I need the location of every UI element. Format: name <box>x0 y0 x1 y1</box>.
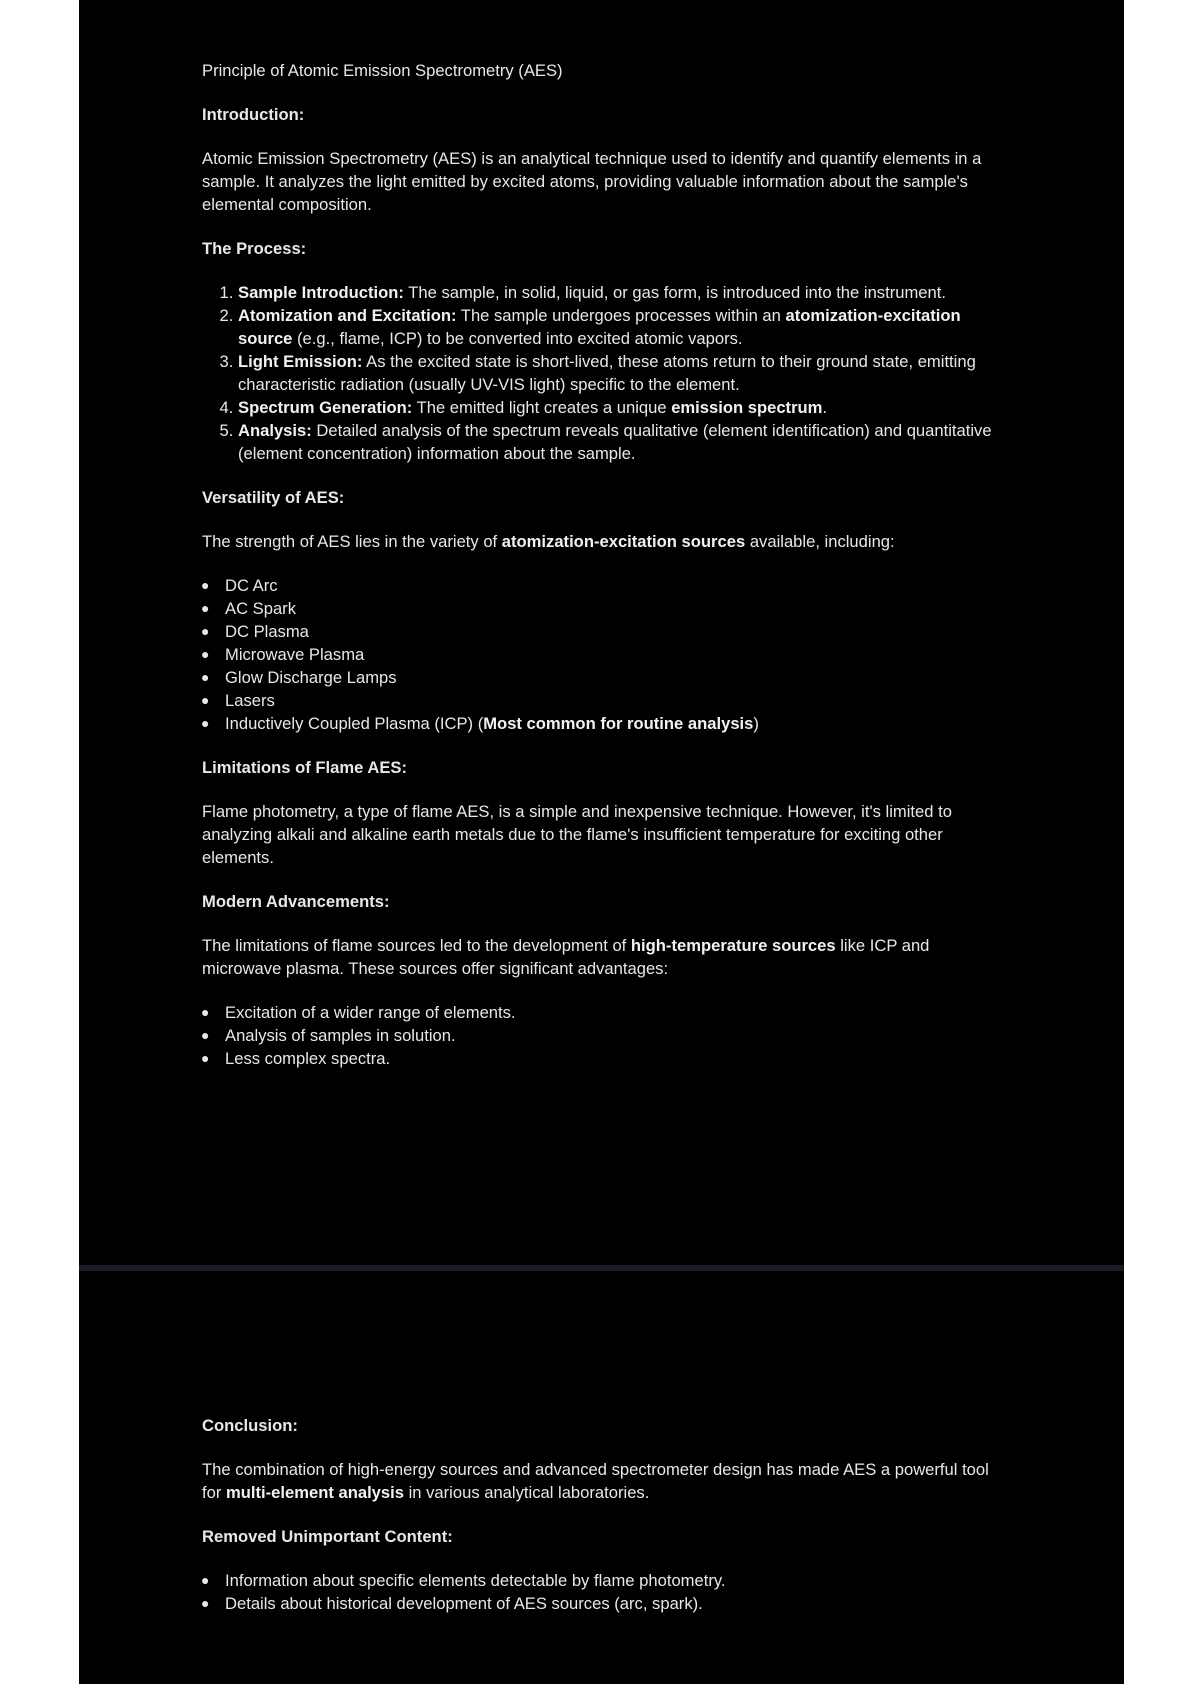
step-text: The emitted light creates a unique <box>412 398 672 417</box>
versatility-text: The strength of AES lies in the variety of <box>202 532 502 551</box>
step-text: As the excited state is short-lived, these atoms return to their ground state, emitting characteristic radiation (usually UV-VIS light) specific to the element. <box>238 352 976 394</box>
list-item <box>201 1592 1002 1615</box>
list-item <box>201 1569 1002 1592</box>
sources-list <box>202 574 1002 735</box>
process-step <box>238 281 1002 304</box>
list-item-text: ) <box>753 714 759 733</box>
removed-list <box>202 1569 1002 1615</box>
versatility-heading: Versatility of AES: <box>202 488 345 507</box>
bullet-icon: ● <box>201 646 210 662</box>
list-item-text: DC Plasma <box>225 622 309 641</box>
step-text: The sample undergoes processes within an <box>456 306 786 325</box>
step-text: . <box>822 398 828 417</box>
list-item-text: Details about historical development of AES sources (arc, spark). <box>225 1594 703 1613</box>
conclusion-heading: Conclusion: <box>202 1416 298 1435</box>
bullet-icon: ● <box>201 715 210 731</box>
list-item <box>201 1001 1002 1024</box>
bullet-icon: ● <box>201 1004 210 1020</box>
list-item-text: Excitation of a wider range of elements. <box>225 1003 516 1022</box>
limitations-heading: Limitations of Flame AES: <box>202 758 407 777</box>
list-item <box>201 574 1002 597</box>
conclusion-text: The combination of high-energy sources and advanced spectrometer design has made AES a powerful tool for <box>202 1460 989 1502</box>
list-item-text: Analysis of samples in solution. <box>225 1026 456 1045</box>
modern-text: The limitations of flame sources led to the development of <box>202 936 631 955</box>
bullet-icon: ● <box>201 600 210 616</box>
list-item <box>201 597 1002 620</box>
list-item-text: Microwave Plasma <box>225 645 365 664</box>
step-emphasis: atomization-excitation source <box>238 306 961 348</box>
page-1-content <box>202 59 1002 1091</box>
step-label: Light Emission: <box>238 352 363 371</box>
document-viewer <box>79 0 1124 1684</box>
conclusion-emphasis: multi-element analysis <box>225 1483 404 1502</box>
bullet-icon: ● <box>201 577 210 593</box>
step-text: (e.g., flame, ICP) to be converted into excited atomic vapors. <box>292 329 743 348</box>
step-label: Spectrum Generation: <box>238 398 413 417</box>
step-label: Atomization and Excitation: <box>238 306 457 325</box>
process-step <box>238 396 1002 419</box>
bullet-icon: ● <box>201 692 210 708</box>
versatility-emphasis: atomization-excitation sources <box>501 532 746 551</box>
bullet-icon: ● <box>201 1027 210 1043</box>
list-item-emphasis: Most common for routine analysis <box>483 714 754 733</box>
step-label: Sample Introduction: <box>238 283 404 302</box>
versatility-paragraph <box>202 530 1002 553</box>
step-text: The sample, in solid, liquid, or gas form, is introduced into the instrument. <box>403 283 946 302</box>
conclusion-paragraph <box>202 1458 1002 1504</box>
conclusion-text: in various analytical laboratories. <box>403 1483 650 1502</box>
intro-paragraph: Atomic Emission Spectrometry (AES) is an analytical technique used to identify and quantify elements in a sample. It analyzes the light emitted by excited atoms, providing valuable information about the sample's elemental composition. <box>202 149 982 214</box>
list-item <box>201 1047 1002 1070</box>
list-item-text: Inductively Coupled Plasma (ICP) ( <box>225 714 484 733</box>
list-item-text: Less complex spectra. <box>225 1049 391 1068</box>
bullet-icon: ● <box>201 1572 210 1588</box>
list-item <box>201 620 1002 643</box>
list-item <box>201 1024 1002 1047</box>
process-step <box>238 304 1002 350</box>
process-step <box>238 419 1002 465</box>
list-item <box>201 643 1002 666</box>
document-title: Principle of Atomic Emission Spectrometry (AES) <box>202 61 563 80</box>
list-item-text: Information about specific elements detectable by flame photometry. <box>225 1571 726 1590</box>
bullet-icon: ● <box>201 1595 210 1611</box>
process-step <box>238 350 1002 396</box>
process-steps-list <box>202 281 1002 465</box>
page-2-content <box>202 1414 1002 1636</box>
list-item-text: Glow Discharge Lamps <box>225 668 397 687</box>
bullet-icon: ● <box>201 623 210 639</box>
step-emphasis: emission spectrum <box>671 398 823 417</box>
modern-text: like ICP and microwave plasma. These sources offer significant advantages: <box>202 936 930 978</box>
modern-paragraph <box>202 934 1002 980</box>
bullet-icon: ● <box>201 669 210 685</box>
list-item <box>201 666 1002 689</box>
step-text: Detailed analysis of the spectrum reveals qualitative (element identification) and quantitative (element concentration) information about the sample. <box>238 421 992 463</box>
process-heading: The Process: <box>202 239 307 258</box>
list-item-text: AC Spark <box>225 599 297 618</box>
list-item <box>201 712 1002 735</box>
versatility-text: available, including: <box>745 532 895 551</box>
modern-heading: Modern Advancements: <box>202 892 390 911</box>
list-item-text: DC Arc <box>225 576 278 595</box>
intro-heading: Introduction: <box>202 105 305 124</box>
limitations-paragraph: Flame photometry, a type of flame AES, is a simple and inexpensive technique. However, it's limited to analyzing alkali and alkaline earth metals due to the flame's insufficient temperature for exciting other elements. <box>202 802 952 867</box>
bullet-icon: ● <box>201 1050 210 1066</box>
removed-heading: Removed Unimportant Content: <box>202 1527 453 1546</box>
step-label: Analysis: <box>238 421 312 440</box>
advantages-list <box>202 1001 1002 1070</box>
list-item <box>201 689 1002 712</box>
modern-emphasis: high-temperature sources <box>630 936 836 955</box>
list-item-text: Lasers <box>225 691 275 710</box>
